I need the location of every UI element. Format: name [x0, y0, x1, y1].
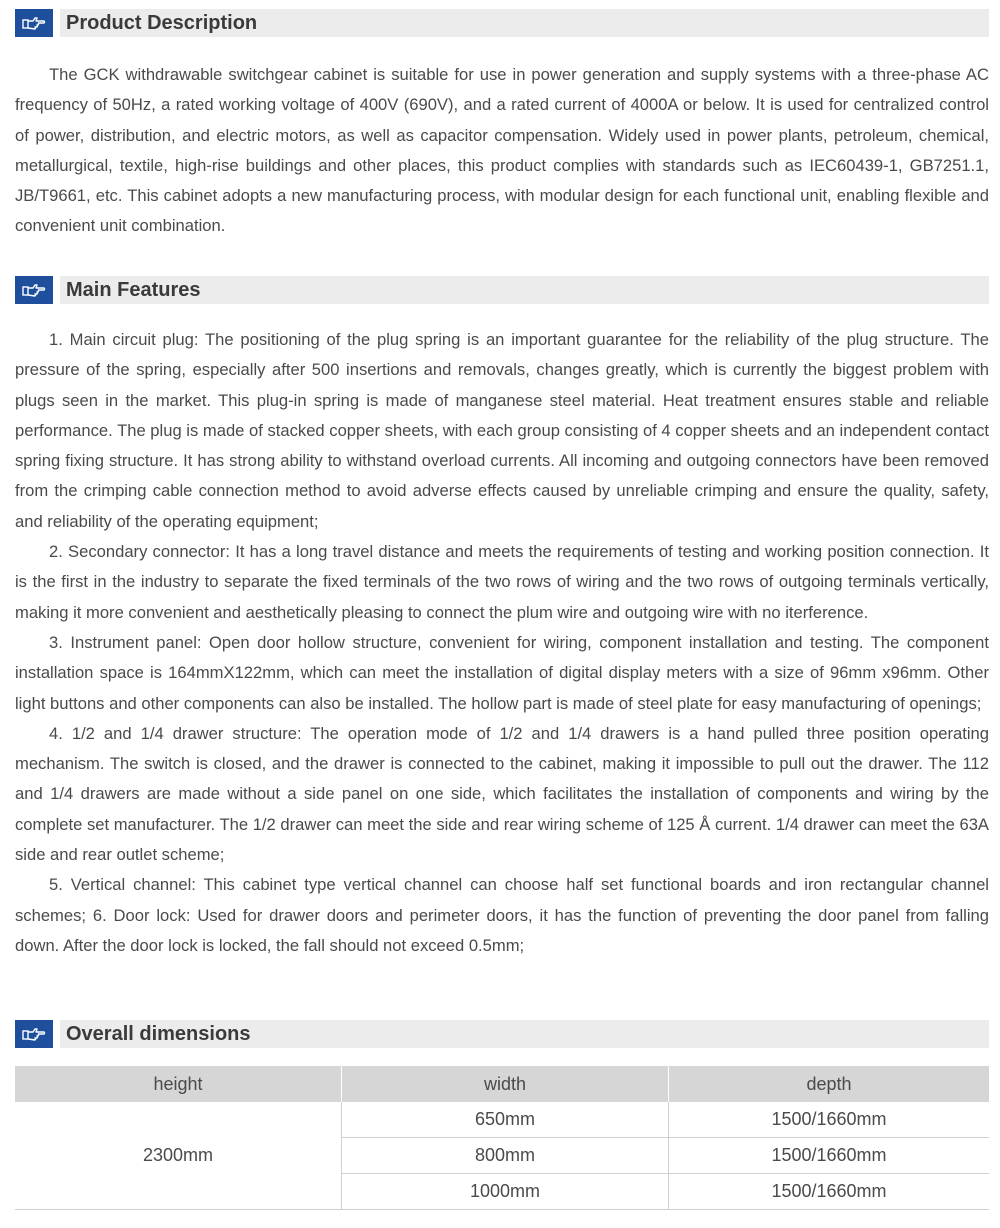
section-title: Product Description	[66, 12, 258, 34]
width-cell: 1000mm	[342, 1174, 669, 1210]
description-text	[15, 60, 989, 242]
dimensions-table	[15, 1066, 989, 1210]
section-header-features	[15, 276, 989, 304]
pointing-hand-icon	[15, 276, 53, 304]
section-header-description	[15, 9, 989, 37]
table-header-row	[15, 1066, 989, 1102]
column-header-height: height	[15, 1066, 342, 1102]
column-header-width: width	[342, 1066, 669, 1102]
section-header-dimensions	[15, 1020, 989, 1048]
feature-item: 3. Instrument panel: Open door hollow structure, convenient for wiring, component installation and testing. The component installation space is 164mmX122mm, which can meet the installation of digital display meters with a size of 96mm x96mm. Other light buttons and other components can also be installed. The hollow part is made of steel plate for easy manufacturing of openings;	[15, 632, 989, 713]
height-cell: 2300mm	[15, 1102, 342, 1210]
feature-item: 4. 1/2 and 1/4 drawer structure: The operation mode of 1/2 and 1/4 drawers is a hand pulled three position operating mechanism. The switch is closed, and the drawer is connected to the cabinet, making it impossible to pull out the drawer. The 112 and 1/4 drawers are made without a side panel on one side, which facilitates the installation of components and wiring by the complete set manufacturer. The 1/2 drawer can meet the side and rear wiring scheme of 125 Å current. 1/4 drawer can meet the 63A side and rear outlet scheme;	[15, 723, 989, 865]
depth-cell: 1500/1660mm	[669, 1138, 990, 1174]
section-title: Main Features	[66, 279, 201, 301]
title-bar	[60, 1020, 989, 1048]
title-bar	[60, 276, 989, 304]
depth-cell: 1500/1660mm	[669, 1102, 990, 1138]
table-row	[15, 1102, 989, 1138]
description-paragraph: The GCK withdrawable switchgear cabinet is suitable for use in power generation and supply systems with a three-phase AC frequency of 50Hz, a rated working voltage of 400V (690V), and a rated current of 4000A or below. It is used for centralized control of power, distribution, and electric motors, as well as capacitor compensation. Widely used in power plants, petroleum, chemical, metallurgical, textile, high-rise buildings and other places, this product complies with standards such as IEC60439-1, GB7251.1, JB/T9661, etc. This cabinet adopts a new manufacturing process, with modular design for each functional unit, enabling flexible and convenient unit combination.	[15, 65, 989, 236]
title-bar	[60, 9, 989, 37]
section-title: Overall dimensions	[66, 1023, 251, 1045]
features-list	[15, 325, 989, 961]
feature-item: 5. Vertical channel: This cabinet type vertical channel can choose half set functional boards and iron rectangular channel schemes; 6. Door lock: Used for drawer doors and perimeter doors, it has the function of preventing the door panel from falling down. After the door lock is locked, the fall should not exceed 0.5mm;	[15, 875, 989, 955]
feature-item: 1. Main circuit plug: The positioning of the plug spring is an important guarantee for the reliability of the plug structure. The pressure of the spring, especially after 500 insertions and removals, changes greatly, which is currently the biggest problem with plugs seen in the market. This plug-in spring is made of manganese steel material. Heat treatment ensures stable and reliable performance. The plug is made of stacked copper sheets, with each group consisting of 4 copper sheets and an independent contact spring fixing structure. It has strong ability to withstand overload currents. All incoming and outgoing connectors have been removed from the crimping cable connection method to avoid adverse effects caused by unreliable crimping and ensure the quality, safety, and reliability of the operating equipment;	[15, 330, 989, 531]
width-cell: 650mm	[342, 1102, 669, 1138]
pointing-hand-icon	[15, 9, 53, 37]
depth-cell: 1500/1660mm	[669, 1174, 990, 1210]
pointing-hand-icon	[15, 1020, 53, 1048]
column-header-depth: depth	[669, 1066, 990, 1102]
width-cell: 800mm	[342, 1138, 669, 1174]
feature-item: 2. Secondary connector: It has a long travel distance and meets the requirements of testing and working position connection. It is the first in the industry to separate the fixed terminals of the two rows of wiring and the two rows of outgoing terminals vertically, making it more convenient and aesthetically pleasing to connect the plum wire and outgoing wire with no iterference.	[15, 542, 989, 622]
